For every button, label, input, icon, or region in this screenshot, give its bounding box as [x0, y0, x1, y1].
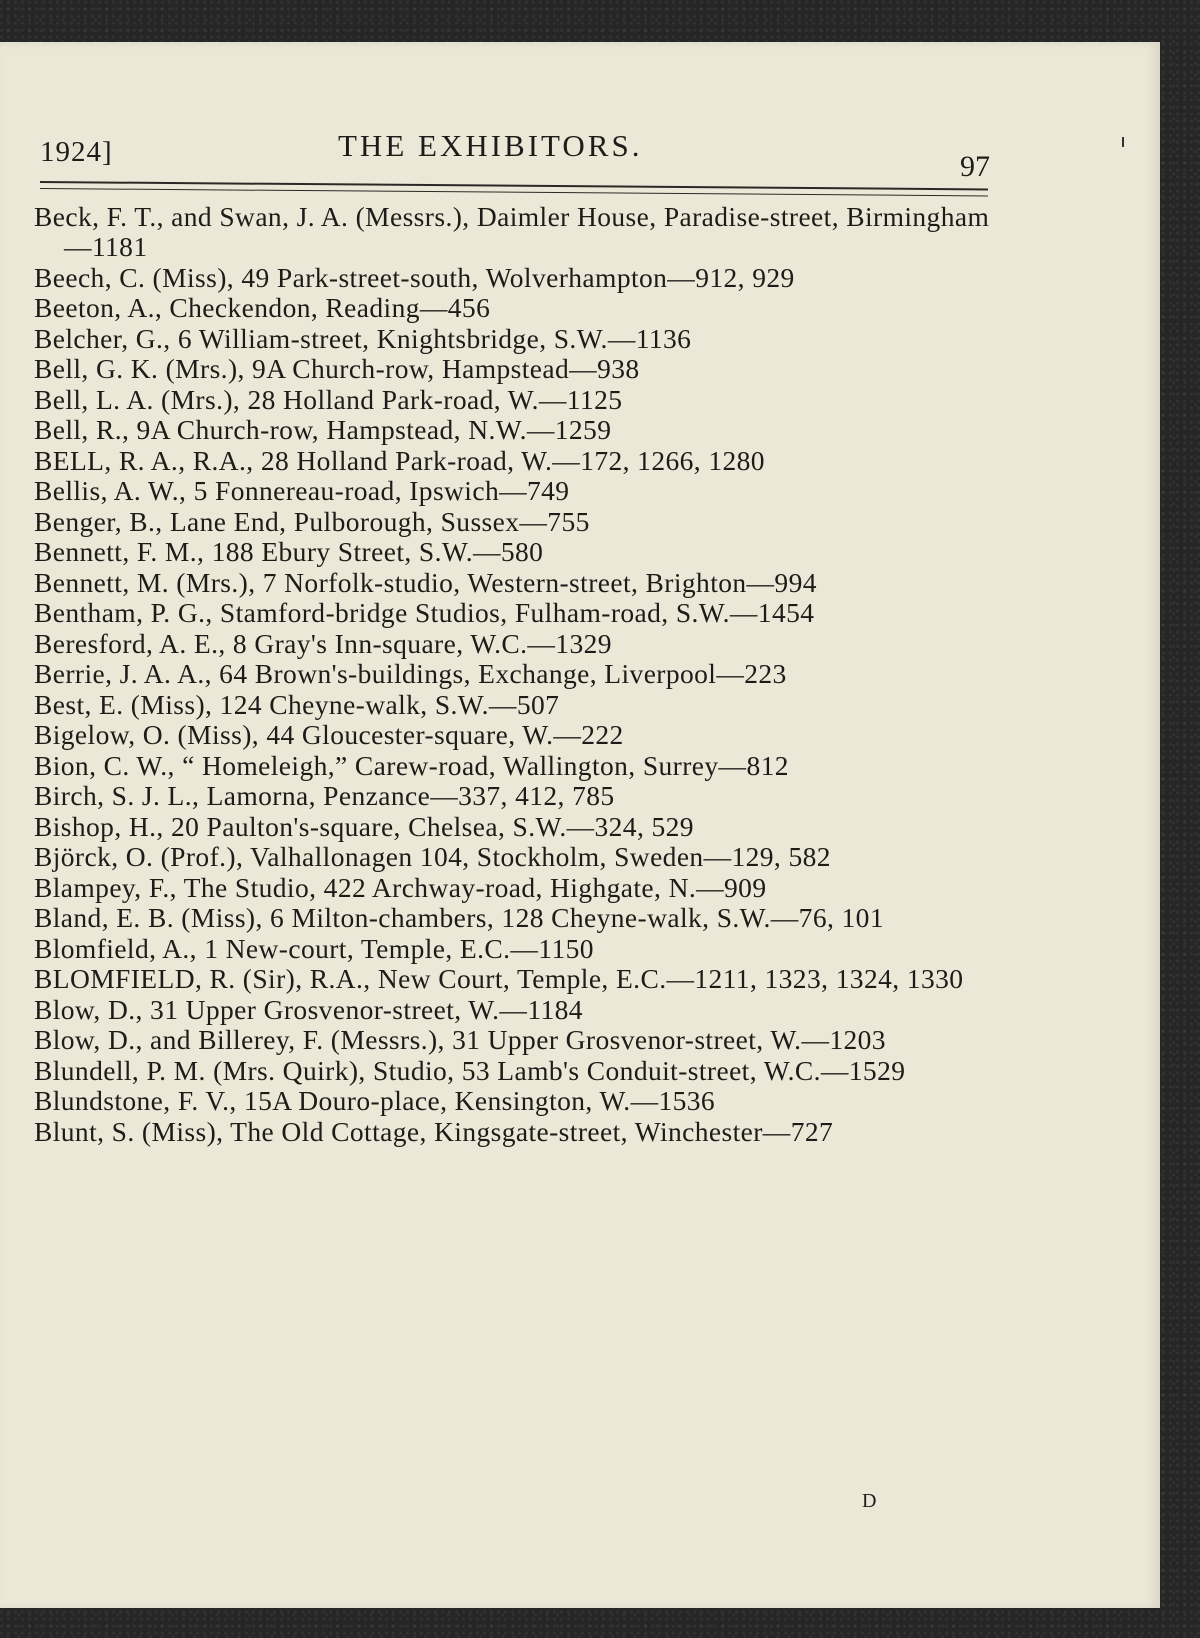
list-item: Bishop, H., 20 Paulton's-square, Chelsea, S.W.—324, 529 — [34, 810, 694, 842]
list-item: Bell, G. K. (Mrs.), 9A Church-row, Hampstead—938 — [34, 353, 640, 384]
book-page — [0, 42, 1160, 1608]
signature-mark: D — [862, 1490, 877, 1512]
list-item: Bigelow, O. (Miss), 44 Gloucester-square, W.—222 — [34, 719, 624, 750]
list-item: Blundstone, F. V., 15A Douro-place, Kensington, W.—1536 — [34, 1085, 716, 1116]
list-item: Beech, C. (Miss), 49 Park-street-south, Wolverhampton—912, 929 — [34, 261, 795, 293]
list-item: Bell, L. A. (Mrs.), 28 Holland Park-road, W.—1125 — [34, 383, 623, 415]
list-item: BELL, R. A., R.A., 28 Holland Park-road, W.—172, 1266, 1280 — [34, 444, 765, 476]
list-item: Blampey, F., The Studio, 422 Archway-road, Highgate, N.—909 — [34, 871, 767, 903]
list-item: Berrie, J. A. A., 64 Brown's-buildings, Exchange, Liverpool—223 — [34, 658, 787, 689]
list-item: Blow, D., 31 Upper Grosvenor-street, W.—1184 — [34, 993, 583, 1025]
list-item: Beeton, A., Checkendon, Reading—456 — [34, 292, 491, 323]
list-item: Birch, S. J. L., Lamorna, Penzance—337, 412, 785 — [34, 780, 615, 811]
page-number: 97 — [960, 150, 990, 183]
header-title: THE EXHIBITORS. — [338, 128, 643, 163]
list-item: Bentham, P. G., Stamford-bridge Studios, Fulham-road, S.W.—1454 — [34, 597, 815, 628]
list-item: Belcher, G., 6 William-street, Knightsbridge, S.W.—1136 — [34, 322, 692, 354]
list-item: BLOMFIELD, R. (Sir), R.A., New Court, Temple, E.C.—1211, 1323, 1324, 1330 — [34, 963, 964, 994]
list-item: Bell, R., 9A Church-row, Hampstead, N.W.—1259 — [34, 414, 612, 445]
list-item: Bland, E. B. (Miss), 6 Milton-chambers, 128 Cheyne-walk, S.W.—76, 101 — [34, 902, 884, 933]
list-item: Beck, F. T., and Swan, J. A. (Messrs.), Daimler House, Paradise-street, Birmingham—1181 — [34, 201, 990, 262]
list-item: Bennett, M. (Mrs.), 7 Norfolk-studio, Western-street, Brighton—994 — [34, 566, 817, 598]
list-item: Blunt, S. (Miss), The Old Cottage, Kingsgate-street, Winchester—727 — [34, 1115, 834, 1147]
running-header — [40, 128, 990, 188]
exhibitor-list — [34, 202, 994, 1147]
list-item: Blundell, P. M. (Mrs. Quirk), Studio, 53 Lamb's Conduit-street, W.C.—1529 — [34, 1054, 906, 1086]
list-item: Benger, B., Lane End, Pulborough, Sussex—755 — [34, 505, 590, 537]
list-item: Bion, C. W., “ Homeleigh,” Carew-road, Wallington, Surrey—812 — [34, 749, 789, 781]
list-item: Best, E. (Miss), 124 Cheyne-walk, S.W.—507 — [34, 688, 560, 720]
list-item: Blow, D., and Billerey, F. (Messrs.), 31 Upper Grosvenor-street, W.—1203 — [34, 1024, 886, 1055]
list-item: Björck, O. (Prof.), Valhallonagen 104, Stockholm, Sweden—129, 582 — [34, 841, 831, 872]
header-year: 1924] — [40, 136, 113, 168]
list-item: Blomfield, A., 1 New-court, Temple, E.C.—1150 — [34, 932, 594, 964]
list-item: Beresford, A. E., 8 Gray's Inn-square, W.C.—1329 — [34, 627, 612, 659]
list-item: Bellis, A. W., 5 Fonnereau-road, Ipswich—749 — [34, 475, 570, 506]
print-mark — [1122, 137, 1124, 147]
list-item: Bennett, F. M., 188 Ebury Street, S.W.—580 — [34, 536, 544, 567]
